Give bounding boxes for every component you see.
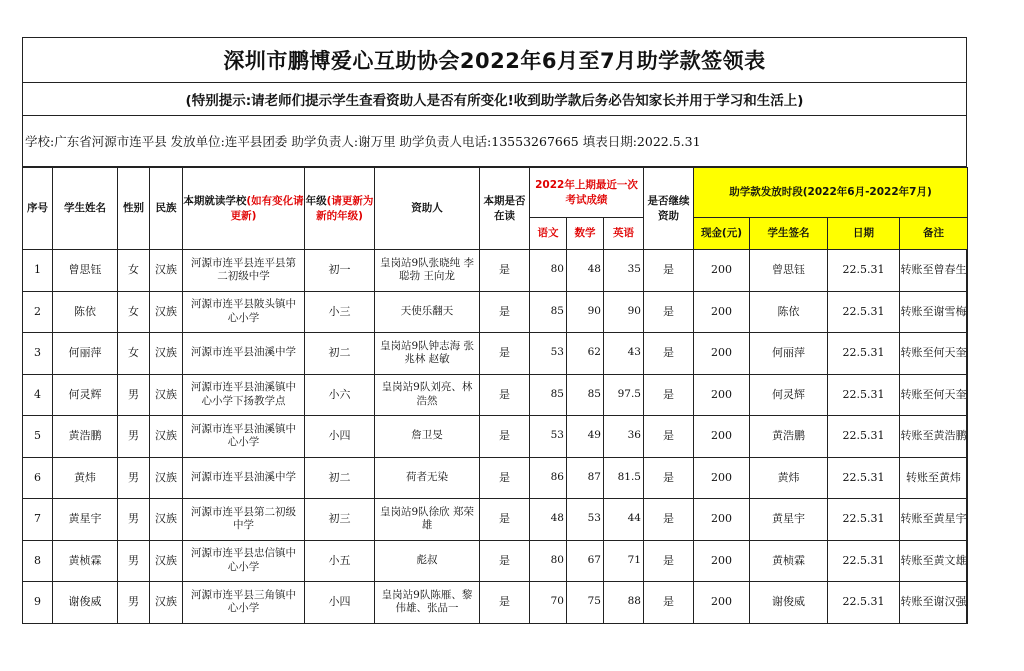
math-score-cell: 49 (567, 416, 604, 458)
chinese-score-cell: 53 (530, 333, 567, 375)
enrolled-cell: 是 (480, 540, 530, 582)
math-score-cell: 62 (567, 333, 604, 375)
header-school-note: (如有变化请更新) (230, 195, 304, 222)
header-school-label: 本期就读学校 (183, 195, 247, 208)
remark-cell: 转账至黄文雄 (900, 540, 968, 582)
english-score-cell: 43 (604, 333, 644, 375)
remark-cell: 转账至谢汉强 (900, 582, 968, 624)
seq-cell: 7 (23, 499, 53, 541)
chinese-score-cell: 70 (530, 582, 567, 624)
signature-cell: 曾思钰 (750, 250, 828, 292)
seq-cell: 5 (23, 416, 53, 458)
table-row (23, 540, 968, 582)
sponsor-cell: 彪叔 (375, 540, 480, 582)
math-score-cell: 90 (567, 291, 604, 333)
english-score-cell: 36 (604, 416, 644, 458)
sign-off-sheet (22, 37, 967, 624)
sponsor-cell: 荷者无染 (375, 457, 480, 499)
enrolled-cell: 是 (480, 291, 530, 333)
enrolled-cell: 是 (480, 333, 530, 375)
school-cell: 河源市连平县油溪中学 (183, 333, 305, 375)
school-cell: 河源市连平县油溪中学 (183, 457, 305, 499)
continue-cell: 是 (644, 582, 694, 624)
signature-cell: 黄浩鹏 (750, 416, 828, 458)
header-math: 数学 (567, 218, 604, 250)
cash-cell: 200 (694, 333, 750, 375)
header-payout-group: 助学款发放时段(2022年6月-2022年7月) (694, 168, 968, 218)
enrolled-cell: 是 (480, 416, 530, 458)
name-cell: 曾思钰 (53, 250, 118, 292)
continue-cell: 是 (644, 457, 694, 499)
signature-cell: 谢俊威 (750, 582, 828, 624)
ethnicity-cell: 汉族 (150, 250, 183, 292)
math-score-cell: 48 (567, 250, 604, 292)
date-cell: 22.5.31 (828, 540, 900, 582)
seq-cell: 1 (23, 250, 53, 292)
school-cell: 河源市连平县连平县第二初级中学 (183, 250, 305, 292)
english-score-cell: 81.5 (604, 457, 644, 499)
grade-cell: 初三 (305, 499, 375, 541)
chinese-score-cell: 80 (530, 250, 567, 292)
header-remark: 备注 (900, 218, 968, 250)
date-cell: 22.5.31 (828, 333, 900, 375)
header-school (183, 168, 305, 250)
grade-cell: 小六 (305, 374, 375, 416)
seq-cell: 4 (23, 374, 53, 416)
cash-cell: 200 (694, 374, 750, 416)
english-score-cell: 97.5 (604, 374, 644, 416)
seq-cell: 3 (23, 333, 53, 375)
header-signature: 学生签名 (750, 218, 828, 250)
table-row (23, 333, 968, 375)
remark-cell: 转账至何天奎 (900, 374, 968, 416)
math-score-cell: 75 (567, 582, 604, 624)
header-ethnicity: 民族 (150, 168, 183, 250)
seq-cell: 6 (23, 457, 53, 499)
date-cell: 22.5.31 (828, 291, 900, 333)
grade-cell: 小三 (305, 291, 375, 333)
name-cell: 黄星宇 (53, 499, 118, 541)
chinese-score-cell: 80 (530, 540, 567, 582)
remark-cell: 转账至黄星宇 (900, 499, 968, 541)
ethnicity-cell: 汉族 (150, 457, 183, 499)
header-name: 学生姓名 (53, 168, 118, 250)
sheet-title: 深圳市鹏博爱心互助协会2022年6月至7月助学款签领表 (22, 37, 966, 82)
math-score-cell: 87 (567, 457, 604, 499)
seq-cell: 2 (23, 291, 53, 333)
table-row (23, 582, 968, 624)
chinese-score-cell: 86 (530, 457, 567, 499)
ethnicity-cell: 汉族 (150, 374, 183, 416)
signature-cell: 黄炜 (750, 457, 828, 499)
table-row (23, 499, 968, 541)
table-row (23, 374, 968, 416)
school-cell: 河源市连平县忠信镇中心小学 (183, 540, 305, 582)
continue-cell: 是 (644, 250, 694, 292)
name-cell: 黄炜 (53, 457, 118, 499)
chinese-score-cell: 53 (530, 416, 567, 458)
cash-cell: 200 (694, 250, 750, 292)
gender-cell: 男 (118, 499, 150, 541)
date-cell: 22.5.31 (828, 499, 900, 541)
remark-cell: 转账至谢雪梅 (900, 291, 968, 333)
continue-cell: 是 (644, 499, 694, 541)
cash-cell: 200 (694, 540, 750, 582)
cash-cell: 200 (694, 457, 750, 499)
date-cell: 22.5.31 (828, 582, 900, 624)
gender-cell: 男 (118, 457, 150, 499)
english-score-cell: 88 (604, 582, 644, 624)
grade-cell: 小四 (305, 416, 375, 458)
name-cell: 黄桢霖 (53, 540, 118, 582)
enrolled-cell: 是 (480, 457, 530, 499)
cash-cell: 200 (694, 582, 750, 624)
signature-cell: 何丽萍 (750, 333, 828, 375)
header-enrolled: 本期是否在读 (480, 168, 530, 250)
continue-cell: 是 (644, 540, 694, 582)
english-score-cell: 44 (604, 499, 644, 541)
remark-cell: 转账至何天奎 (900, 333, 968, 375)
header-continue: 是否继续资助 (644, 168, 694, 250)
signature-cell: 黄星宇 (750, 499, 828, 541)
sponsor-cell: 皇岗站9队徐欣 郑荣雄 (375, 499, 480, 541)
enrolled-cell: 是 (480, 499, 530, 541)
ethnicity-cell: 汉族 (150, 291, 183, 333)
sponsor-cell: 詹卫旻 (375, 416, 480, 458)
special-notice: (特别提示:请老师们提示学生查看资助人是否有所变化!收到助学款后务必告知家长并用于学习和生活上) (22, 82, 966, 115)
remark-cell: 转账至曾春生 (900, 250, 968, 292)
date-cell: 22.5.31 (828, 457, 900, 499)
sponsor-cell: 皇岗站9队张晓纯 李聪勃 王向龙 (375, 250, 480, 292)
date-cell: 22.5.31 (828, 416, 900, 458)
school-info-line: 学校:广东省河源市连平县 发放单位:连平县团委 助学负责人:谢万里 助学负责人电话:13553267665 填表日期:2022.5.31 (22, 115, 966, 167)
table-row (23, 457, 968, 499)
english-score-cell: 71 (604, 540, 644, 582)
gender-cell: 男 (118, 582, 150, 624)
date-cell: 22.5.31 (828, 250, 900, 292)
name-cell: 谢俊威 (53, 582, 118, 624)
ethnicity-cell: 汉族 (150, 416, 183, 458)
ethnicity-cell: 汉族 (150, 499, 183, 541)
grade-cell: 初二 (305, 333, 375, 375)
table-row (23, 416, 968, 458)
school-cell: 河源市连平县陂头镇中心小学 (183, 291, 305, 333)
name-cell: 黄浩鹏 (53, 416, 118, 458)
header-chinese: 语文 (530, 218, 567, 250)
name-cell: 陈依 (53, 291, 118, 333)
math-score-cell: 85 (567, 374, 604, 416)
gender-cell: 女 (118, 333, 150, 375)
header-date: 日期 (828, 218, 900, 250)
header-gender: 性别 (118, 168, 150, 250)
header-cash: 现金(元) (694, 218, 750, 250)
header-grade-note: (请更新为新的年级) (316, 195, 374, 222)
cash-cell: 200 (694, 416, 750, 458)
remark-cell: 转账至黄浩鹏 (900, 416, 968, 458)
chinese-score-cell: 85 (530, 374, 567, 416)
header-sponsor: 资助人 (375, 168, 480, 250)
name-cell: 何灵辉 (53, 374, 118, 416)
enrolled-cell: 是 (480, 582, 530, 624)
continue-cell: 是 (644, 374, 694, 416)
gender-cell: 男 (118, 374, 150, 416)
school-cell: 河源市连平县油溪镇中心小学下扬教学点 (183, 374, 305, 416)
header-english: 英语 (604, 218, 644, 250)
enrolled-cell: 是 (480, 374, 530, 416)
gender-cell: 男 (118, 540, 150, 582)
continue-cell: 是 (644, 333, 694, 375)
school-cell: 河源市连平县三角镇中心小学 (183, 582, 305, 624)
continue-cell: 是 (644, 291, 694, 333)
english-score-cell: 90 (604, 291, 644, 333)
seq-cell: 9 (23, 582, 53, 624)
ethnicity-cell: 汉族 (150, 333, 183, 375)
header-seq: 序号 (23, 168, 53, 250)
continue-cell: 是 (644, 416, 694, 458)
signature-cell: 何灵辉 (750, 374, 828, 416)
date-cell: 22.5.31 (828, 374, 900, 416)
sponsor-cell: 皇岗站9队刘亮、林浩然 (375, 374, 480, 416)
gender-cell: 男 (118, 416, 150, 458)
chinese-score-cell: 48 (530, 499, 567, 541)
signature-cell: 黄桢霖 (750, 540, 828, 582)
cash-cell: 200 (694, 499, 750, 541)
student-table (22, 167, 968, 624)
table-row (23, 250, 968, 292)
header-grade (305, 168, 375, 250)
header-grade-label: 年级 (305, 195, 327, 208)
grade-cell: 初二 (305, 457, 375, 499)
sponsor-cell: 皇岗站9队陈雁、黎伟雄、张品一 (375, 582, 480, 624)
header-scores-group: 2022年上期最近一次考试成绩 (530, 168, 644, 218)
sponsor-cell: 天使乐翻天 (375, 291, 480, 333)
sponsor-cell: 皇岗站9队钟志海 张兆林 赵敏 (375, 333, 480, 375)
english-score-cell: 35 (604, 250, 644, 292)
remark-cell: 转账至黄炜 (900, 457, 968, 499)
grade-cell: 小四 (305, 582, 375, 624)
enrolled-cell: 是 (480, 250, 530, 292)
signature-cell: 陈依 (750, 291, 828, 333)
name-cell: 何丽萍 (53, 333, 118, 375)
seq-cell: 8 (23, 540, 53, 582)
math-score-cell: 53 (567, 499, 604, 541)
student-rows (23, 250, 968, 624)
grade-cell: 初一 (305, 250, 375, 292)
ethnicity-cell: 汉族 (150, 540, 183, 582)
table-row (23, 291, 968, 333)
school-cell: 河源市连平县第二初级中学 (183, 499, 305, 541)
math-score-cell: 67 (567, 540, 604, 582)
chinese-score-cell: 85 (530, 291, 567, 333)
grade-cell: 小五 (305, 540, 375, 582)
cash-cell: 200 (694, 291, 750, 333)
school-cell: 河源市连平县油溪镇中心小学 (183, 416, 305, 458)
gender-cell: 女 (118, 291, 150, 333)
gender-cell: 女 (118, 250, 150, 292)
ethnicity-cell: 汉族 (150, 582, 183, 624)
